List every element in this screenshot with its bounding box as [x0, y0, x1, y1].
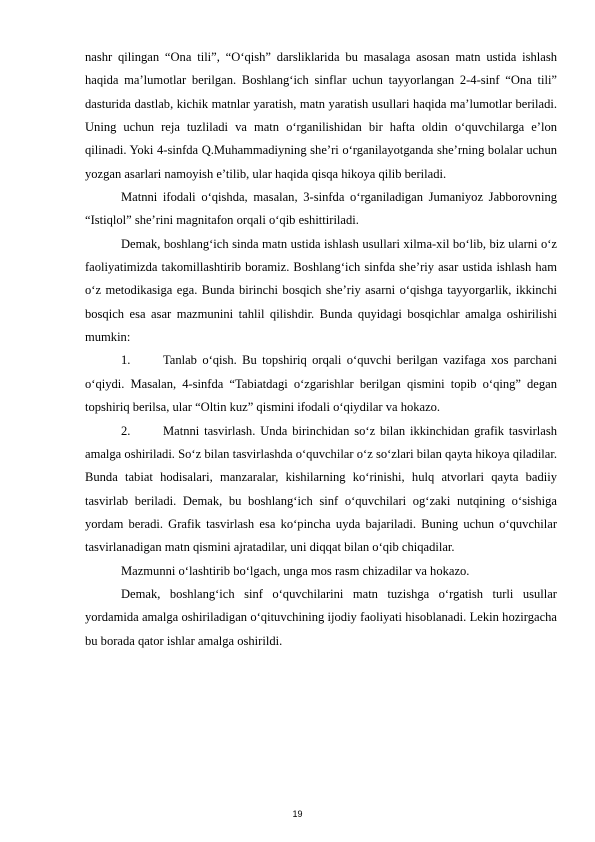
document-page — [85, 46, 557, 653]
paragraph-2: Matnni ifodali o‘qishda, masalan, 3-sinfda o‘rganiladigan Jumaniyoz Jabborovning “Istiqlol” she’rini magnitafon orqali o‘qib eshittiriladi. — [85, 190, 557, 228]
list-number-1: 1. — [121, 353, 131, 368]
list-text-2: Matnni tasvirlash. Unda birinchidan so‘z bilan ikkinchidan grafik tasvirlash amalga oshiriladi. So‘z bilan tasvirlashda o‘quvchilar o‘z so‘zlari bilan qayta hikoya qiladilar. Bunda tabiat hodisalari, manzaralar, kishilarning ko‘rinishi, hulq atvorlari qayta badiiy tasvirlab beriladi. Demak, bu boshlang‘ich sinf o‘quvchilari og‘zaki nutqining o‘sishiga yordam beradi. Grafik tasvirlash esa ko‘pincha uyda bajariladi. Buning uchun o‘quvchilar tasvirlanadigan matn qismini ajratadilar, uni diqqat bilan o‘qib chiqadilar. — [85, 423, 557, 555]
list-number-2: 2. — [121, 423, 131, 438]
list-item-2 — [85, 420, 557, 560]
page-number: 19 — [292, 809, 303, 819]
list-item-1 — [85, 349, 557, 419]
paragraph-1: nashr qilingan “Ona tili”, “O‘qish” darsliklarida bu masalaga asosan matn ustida ishlash haqida ma’lumotlar berilgan. Boshlang‘ich sinflar uchun tayyorlangan 2-4-sinf “Ona tili” dasturida dastlab, kichik matnlar yaratish, matn yaratish usullari haqida ma’lumotlar beriladi. Uning uchun reja tuzliladi va matn o‘rganilishidan bir hafta oldin o‘quvchilarga e’lon qilinadi. Yoki 4-sinfda Q.Muhammadiyning she’ri o‘rganilayotganda she’rning bolalar uchun yozgan asarlari namoyish e’tilib, ular haqida qisqa hikoya qilib beriladi. — [85, 50, 557, 181]
paragraph-5: Demak, boshlang‘ich sinf o‘quvchilarini matn tuzishga o‘rgatish turli usullar yordamida amalga oshiriladigan o‘qituvchining ijodiy faoliyati hisoblanadi. Lekin hozirgacha bu borada qator ishlar amalga oshirildi. — [85, 586, 557, 648]
list-text-1: Tanlab o‘qish. Bu topshiriq orqali o‘quvchi berilgan vazifaga xos parchani o‘qiydi. Masalan, 4-sinfda “Tabiatdagi o‘zgarishlar berilgan qismini topib o‘qing” degan topshiriq berilsa, ular “Oltin kuz” qismini ifodali o‘qiydilar va hokazo. — [85, 353, 557, 415]
paragraph-4: Mazmunni o‘lashtirib bo‘lgach, unga mos rasm chizadilar va hokazo. — [121, 563, 470, 578]
paragraph-3: Demak, boshlang‘ich sinda matn ustida ishlash usullari xilma-xil bo‘lib, biz ularni o‘z faoliyatimizda takomillashtirib boramiz. Boshlang‘ich sinfda she’riy asar ustida ishlash ham o‘z metodikasiga ega. Bunda birinchi bosqich she’riy asarni o‘qishga tayyorgarlik, ikkinchi bosqich esa asar mazmunini tahlil qilishdir. Bunda quyidagi bosqichlar amalga oshirilishi mumkin: — [85, 236, 557, 345]
